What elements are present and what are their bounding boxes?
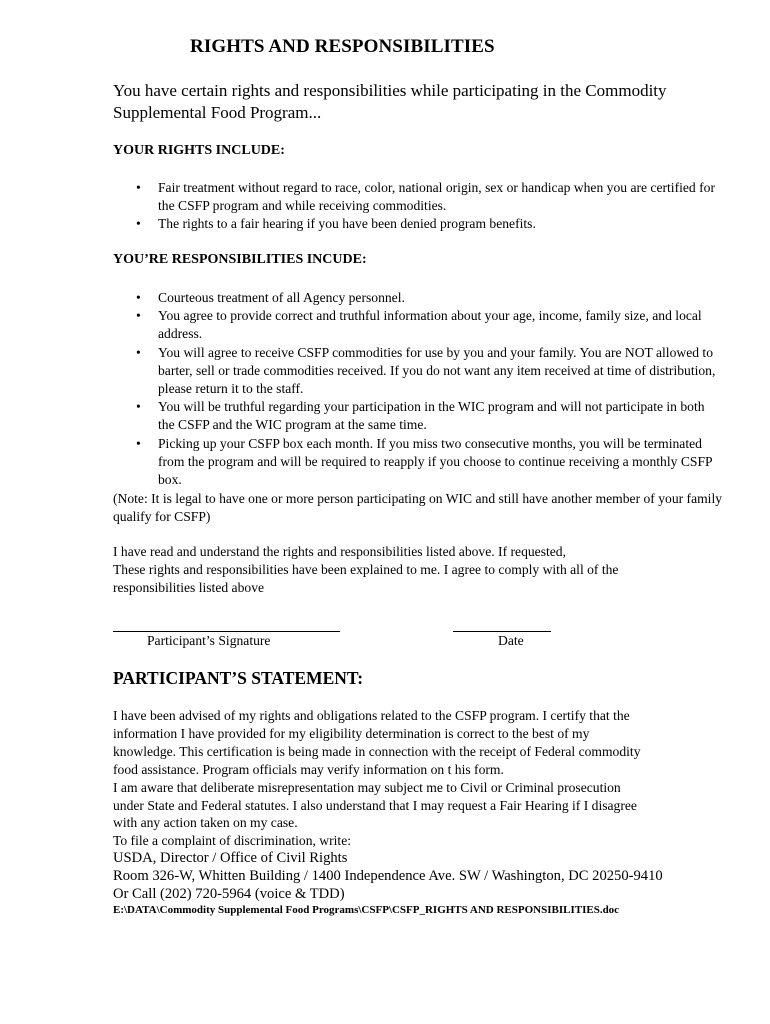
list-item [113,435,723,490]
list-item-text: The rights to a fair hearing if you have been denied program benefits. [158,216,536,232]
statement-line: under State and Federal statutes. I also understand that I may request a Fair Hearing if I disagree [113,797,637,813]
list-item [113,179,723,215]
statement-heading: PARTICIPANT’S STATEMENT: [113,668,364,688]
statement-line: information I have provided for my eligibility determination is correct to the best of my [113,725,590,741]
list-item [113,307,723,343]
signature-line [113,631,340,632]
statement-line: food assistance. Program officials may verify information on t his form. [113,761,504,777]
contact-line: USDA, Director / Office of Civil Rights [113,850,348,867]
list-item [113,344,723,399]
list-item [113,289,723,307]
list-item-text: You will agree to receive CSFP commodities for use by you and your family. You are NOT allowed to barter, sell or trade commodities received. If you do not want any item received at time of distribution, please return it to the staff. [158,344,716,397]
rights-list [113,179,723,234]
list-item [113,215,723,233]
acknowledgement-line: responsibilities listed above [113,580,265,596]
bullet-icon: • [136,180,141,195]
responsibilities-heading: YOU’RE RESPONSIBILITIES INCUDE: [113,252,367,267]
statement-paragraph [113,707,733,904]
contact-line: Or Call (202) 720-5964 (voice & TDD) [113,886,345,903]
rights-heading: YOUR RIGHTS INCLUDE: [113,143,285,158]
statement-line: knowledge. This certification is being made in connection with the receipt of Federal commodity [113,743,641,759]
list-item-text: You agree to provide correct and truthful information about your age, income, family size, and local address. [158,308,702,342]
statement-line: To file a complaint of discrimination, write: [113,833,352,849]
list-item-text: Fair treatment without regard to race, color, national origin, sex or handicap when you are certified for the CSFP program and while receiving commodities. [158,180,715,214]
bullet-icon: • [136,308,141,324]
acknowledgement-line: I have read and understand the rights and responsibilities listed above. If requested, [113,544,566,559]
signature-label: Participant’s Signature [147,633,271,648]
bullet-icon: • [136,290,141,305]
statement-line: with any action taken on my case. [113,815,298,831]
list-item-text: Courteous treatment of all Agency personnel. [158,290,405,305]
responsibilities-list [113,289,723,489]
note-paragraph: (Note: It is legal to have one or more person participating on WIC and still have another member of your family qualify for CSFP) [113,491,723,525]
contact-line: Room 326-W, Whitten Building / 1400 Independence Ave. SW / Washington, DC 20250-9410 [113,868,663,885]
bullet-icon: • [136,216,141,232]
statement-line: I have been advised of my rights and obligations related to the CSFP program. I certify that the [113,708,630,723]
acknowledgement-line: These rights and responsibilities have been explained to me. I agree to comply with all of the [113,562,619,578]
list-item-text: Picking up your CSFP box each month. If you miss two consecutive months, you will be terminated from the program and will be required to reapply if you choose to continue receiving a monthly CSFP box. [158,435,713,488]
list-item-text: You will be truthful regarding your participation in the WIC program and will not participate in both the CSFP and the WIC program at the same time. [158,399,705,433]
statement-line: I am aware that deliberate misrepresentation may subject me to Civil or Criminal prosecution [113,779,621,795]
date-label: Date [498,633,524,648]
bullet-icon: • [136,435,141,451]
document-title: RIGHTS AND RESPONSIBILITIES [190,36,495,57]
file-path-footer: E:\DATA\Commodity Supplemental Food Programs\CSFP\CSFP_RIGHTS AND RESPONSIBILITIES.doc [113,904,620,916]
list-item [113,398,723,434]
bullet-icon: • [136,344,141,360]
intro-paragraph: You have certain rights and responsibilities while participating in the Commodity Supplemental Food Program... [113,81,667,122]
acknowledgement-paragraph [113,543,733,598]
bullet-icon: • [136,399,141,415]
date-line [453,631,551,632]
